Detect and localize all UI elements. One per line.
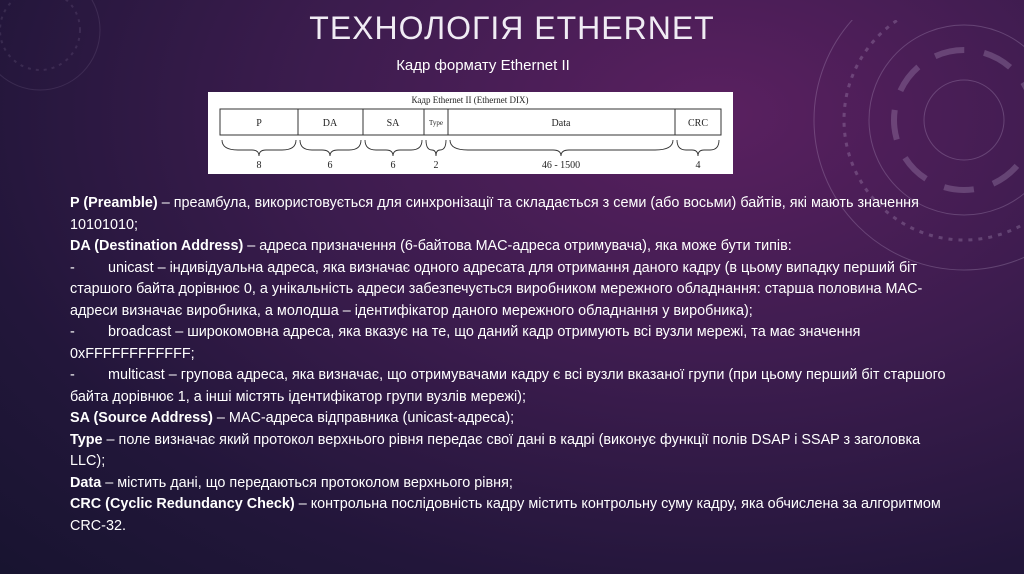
source-term: SA (Source Address) <box>70 410 213 426</box>
destination-paragraph: DA (Destination Address) – адреса призначення (6-байтова MAC-адреса отримувача), яка може бути типів: <box>70 238 792 254</box>
field-sa-size: 6 <box>390 160 396 171</box>
field-crc-label: CRC <box>687 118 709 129</box>
frame-diagram <box>208 92 733 174</box>
field-type-label: Type <box>429 119 443 127</box>
preamble-paragraph: P (Preamble) – преамбула, використовується для синхронізації та складається з семи (або восьми) байтів, які мають значення 10101010; <box>70 195 919 233</box>
field-da-size: 6 <box>327 160 333 171</box>
figure-caption: Кадр Ethernet II (Ethernet DIX) <box>411 95 529 105</box>
unicast-item: - unicast – індивідуальна адреса, яка визначає одного адресата для отримання даного кадру (в цьому випадку перший біт старшого байта дорівнює 0, а унікальність адреси забезпечується виробником мережного обладнання: старша половина MAC-адреси визначає виробника, а молодша – ідентифікатор даного мережного обладнання у виробника); <box>70 259 923 319</box>
broadcast-item: - broadcast – широкомовна адреса, яка вказує на те, що даний кадр отримують всі вузли мережі, та має значення 0xFFFFFFFFFFFF; <box>70 324 861 362</box>
type-paragraph: Type – поле визначає який протокол верхнього рівня передає свої дані в кадрі (виконує функції полів DSAP і SSAP з заголовка LLC); <box>70 431 921 469</box>
preamble-term: P (Preamble) <box>70 195 158 211</box>
crc-term: CRC (Cyclic Redundancy Check) <box>70 496 295 512</box>
field-crc-size: 4 <box>695 160 701 171</box>
crc-paragraph: CRC (Cyclic Redundancy Check) – контрольна послідовність кадру містить контрольну суму кадру, яка обчислена за алгоритмом CRC-32. <box>70 496 941 534</box>
field-data-label: Data <box>551 118 571 129</box>
destination-term: DA (Destination Address) <box>70 238 244 254</box>
field-p-label: P <box>256 118 262 129</box>
field-type-size: 2 <box>433 160 439 171</box>
type-term: Type <box>70 431 103 448</box>
data-term: Data <box>70 474 102 491</box>
slide-subtitle: Кадр формату Ethernet II <box>396 57 570 74</box>
multicast-item: - multicast – групова адреса, яка визначає, що отримувачами кадру є всі вузли вказаної групи (при цьому перший біт старшого байта дорівнює 1, а інші містять ідентифікатор групи вузлів мережі); <box>70 367 946 405</box>
field-data-size: 46 - 1500 <box>541 160 581 171</box>
data-paragraph: Data – містить дані, що передаються протоколом верхнього рівня; <box>70 474 513 491</box>
field-sa-label: SA <box>386 118 400 129</box>
field-da-label: DA <box>322 118 338 129</box>
field-p-size: 8 <box>256 160 262 171</box>
slide-title: ТЕХНОЛОГІЯ ETHERNET <box>309 10 715 46</box>
source-paragraph: SA (Source Address) – MAC-адреса відправника (unicast-адреса); <box>70 410 515 426</box>
ethernet-frame-figure <box>208 92 733 174</box>
body-text <box>70 193 950 537</box>
